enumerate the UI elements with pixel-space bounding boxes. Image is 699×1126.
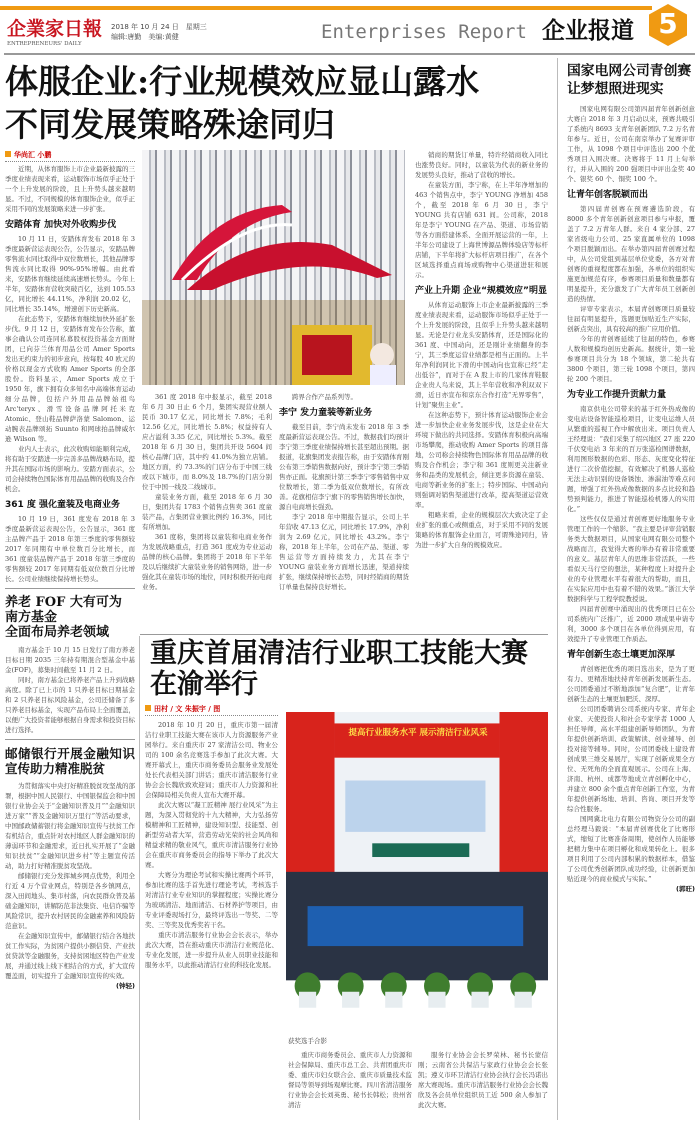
lead-headline-line2: 不同发展策略殊途同归 xyxy=(5,105,335,144)
issue-date: 2018 年 10 月 24 日 星期三 xyxy=(111,23,207,31)
column-divider xyxy=(557,58,558,1120)
section-title-english: Enterprises Report xyxy=(321,21,527,43)
psbc-body xyxy=(5,781,135,981)
paragraph: 李宁 2018 年中期报告显示，公司上半年营收 47.13 亿元，同比增长 17.9%，净利润为 2.69 亿元，同比增长 43.2%。李宁称，2018 年上半年，公司在产品、渠道、零售运营等方面持续发力，尤其在李宁 YOUNG 童装业务方面增长迅速，渠道持续扩张，继续保持增长态势，同时经销商的期货订单量也保持良好增长。 xyxy=(279,513,409,591)
cleaning-byline xyxy=(145,704,278,716)
paragraph: 评审专家表示，本届青创赛项目质量较往届有明显提升，选题更加贴近生产实际，创新点突出，具有较高的推广应用价值。 xyxy=(567,305,695,333)
cleaning-column-2 xyxy=(288,1050,412,1110)
paragraph: 在金融知识宣传中，邮储银行结合各地扶贫工作实际，为贫困户提供小额信贷、产业扶贫贷款等金融服务，支持贫困地区特色产业发展，并通过线上线下相结合的方式，扩大宣传覆盖面，切实提升了金融知识宣传的实效。 xyxy=(5,932,135,980)
pension-headline-line3: 全面布局养老领域 xyxy=(5,625,110,640)
paragraph: 童装业务方面，截至 2018 年 6 月 30 日，集团共有 1783 个销售点售卖 361 度童装产品，占集团营业额比例约 16.3%，同比有所增加。 xyxy=(142,493,272,531)
paragraph: 业内人士表示，此次收购如能顺利完成，将有助于安踏进一步完善多品牌战略布局，提升其在国际市场的影响力。安踏方面表示，公司会持续物色国际体育用品品牌的收购及合作机会。 xyxy=(5,445,135,493)
psbc-article xyxy=(5,746,135,991)
paragraph: 重庆市商务委员会、重庆市人力资源和社会保障局、重庆市总工会、共青团重庆市委、重庆市妇女联合会、重庆市质量技术监督局等领导到场观摩比赛。四川省清洁服务行业协会会长刘英勇、秘书长韩松；贵州省清洁 xyxy=(288,1051,412,1109)
sgcc-headline: 国家电网公司青创赛让梦想照进现实 xyxy=(567,63,692,97)
subheading: 为专业工作提升贡献力量 xyxy=(567,390,667,400)
cleaning-column-3 xyxy=(418,1050,548,1110)
psbc-headline: 邮储银行开展金融知识宣传助力精准脱贫 xyxy=(5,746,135,776)
pension-body xyxy=(5,645,135,735)
dateline xyxy=(111,22,207,42)
lead-photo-lining-store xyxy=(142,150,405,385)
paragraph: 南方基金于 10 月 15 日发行了南方养老目标日期 2035 三年持有期混合型基金中基金(FOF)，募集时间截至 11 月 2 日。 xyxy=(5,646,135,674)
lead-headline-line1: 体服企业:行业规模效应显山露水 xyxy=(5,62,480,101)
psbc-signature: (钟轻) xyxy=(116,982,135,990)
subheading: 安踏体育 加快对外收购步伐 xyxy=(5,220,117,230)
section-divider xyxy=(5,588,135,589)
paragraph: 国家电网有限公司第四届青年创新创意大赛自 2018 年 3 月启动以来，预赛共吸引了系统内 8693 支青年创新团队 7.2 万名青年参与。近日，公司在南京举办了复赛评审工作，从 1098 个项目中评选出 200 个优秀项目入围决赛。决赛将于 11 月上旬举行，并从入围的 200 强项目中评出金奖 40 个、银奖 60 个、铜奖 100 个。 xyxy=(567,105,695,183)
paragraph: 从体育运动服饰上市企业最新披露的三季度业绩表现来看，运动服饰市场似乎正处于一个上升发展的阶段，且似乎上升势头越来越明显。无论是行业龙头安踏体育，还是国际化的 361 度、中国动向，还是刚计业绩翻身的李宁，其三季度运营业绩都是相当正面的。上半年净利润同比下滑的中国动向也宣称已经“走出低谷”，而对于在 A 股上市的几家体育鞋服企业贵人鸟来说，其上半年营收和净利双双下滑，近日亦宣布和京东合作打造“无界零售”，计划“聚焦主业”。 xyxy=(415,301,548,409)
lead-column-1 xyxy=(5,164,135,584)
paragraph: 四届青创赛中涌现出的优秀项目已在公司系统内广泛推广，近 2000 项成果申请专利，3000 多个项目在各单位得到应用，有效提升了专业管理工作质态。 xyxy=(567,605,695,643)
paragraph: 这些仅仅是通过青创赛更好地服务专业管理工作的一个缩影。“我主要是评审营销服务类大数据项目，从国家电网有限公司整个战略而言，我觉得大赛的举办有着非常重要的意义。基层青年人的思维非常活跃，一些看似天马行空的想法，某种程度上对提升企业的专业管理水平有着很大的帮助，而且，在实际应用中也有着不错的效果。”浙江大学数据科学与工程学院教授说。 xyxy=(567,515,695,603)
pension-headline xyxy=(5,595,135,640)
paragraph: 同时，南方基金已将养老产品上升到战略高度。除了已上市的 1 只养老目标日期基金和 2 只养老目标风险基金，公司还储备了多只养老目标基金，实现产品布局上全面覆盖，以便广大投资者能够根据自身需求和投资目标进行选择。 xyxy=(5,676,135,734)
byline-text: 华尚汇 小鹏 xyxy=(14,151,52,159)
cleaning-competition-photo xyxy=(286,712,548,1034)
masthead-accent-bar xyxy=(0,6,652,10)
paragraph: 第四届青创赛在预赛遴选阶段，有 8000 多个青年创新创意项目参与申报，覆盖了 7.2 万青年人群。来自 4 家分部、27 家省级电力公司、25 家直属单位的 1098 个项目脱颖而出。在举办第四届青创赛过程中，从公司党组到基层单位党委，各方对青创赛的重视程度都在加强，各单位的组织实施更加规范有序，参赛项目质量和数量都有明显提升，充分激发了广大青年员工创新创造的热情。 xyxy=(567,205,695,303)
paragraph: 361 度 2018 年中报显示，截至 2018 年 6 月 30 日止 6 个月，集团实现营业额人民币 30.17 亿元，同比增长 7.8%；毛利 12.56 亿元，同比增长 5.8%；权益持有人应占溢利 3.35 亿元，同比增长 5.3%。截至 2018 年 6 月 30 日，集团共开设 5604 间核心品牌门店，其中约 41.0%为独立店铺。地区方面，约 73.3%的门店分布于中国三线或以下城市，而 8.0%及 18.7%的门店分别位于中国一线及二线城市。 xyxy=(142,393,272,491)
byline-marker-icon xyxy=(5,151,11,157)
subheading: 361 度 强化童装及电商业务 xyxy=(5,500,121,510)
subheading: 青年创新生态土壤更加深厚 xyxy=(567,650,676,660)
lead-column-4 xyxy=(415,150,548,550)
paragraph: 销商的期货订单量，特许经销商收入同比也涨势良好。同时，以童装为代表的新业务的发展势头良好，推动了营收的增长。 xyxy=(415,151,548,179)
lining-logo-illustration xyxy=(142,150,405,385)
award-ceremony-illustration xyxy=(286,712,548,1034)
paragraph: 青创赛把优秀的项目选出来，是为了更有力、更精准地扶持青年创新发展新生态。公司团委通过不断地添加“复合肥”，让青年创新生态的土壤更加肥沃、深厚。 xyxy=(567,665,695,703)
column-divider xyxy=(139,636,140,1120)
lead-column-3 xyxy=(279,392,409,592)
pension-fund-article xyxy=(5,595,135,735)
section-divider xyxy=(5,739,135,740)
pension-headline-line1: 养老 FOF 大有可为 xyxy=(5,595,122,610)
paragraph: 南京供电公司带来的基于红外热成像的变电站设备智能巡检项目，让变电运维人员从繁重的巡视工作中解放出来。项目负责人王经理说：“我们采集了绍兴地区 27 座 220 千伏变电站 3 年来的百万张巡检图谱数据，利用图形数据的色彩、形态、灰度变化特征进行二次价值挖掘，有效解决了机器人巡检无法主动识别的设备锈蚀、渗漏油等难点问题，增强了红外热成像数据的多点比较和趋势预判能力，推进了智能巡检机器人的实用化。” xyxy=(567,405,695,513)
newspaper-logo: 企業家日報 xyxy=(7,18,103,40)
paragraph: 跨界合作产品系列等。 xyxy=(292,393,357,401)
subheading: 产业上升期 企业“规模效应”明显 xyxy=(415,286,547,296)
sgcc-signature: (郭旺) xyxy=(676,885,695,893)
lead-byline xyxy=(5,150,135,162)
paragraph: 大赛分为理论考试和实操比赛两个环节，参加比赛的选手首先进行理论考试，考核选手对清洁行业专业知识的掌握程度；实操比赛分为玻璃清洁、地面清洁、石材养护等项目，由专业评委现场打分，最终评选出一等奖、二等奖、三等奖及优秀奖若干名。 xyxy=(145,871,278,929)
byline-marker-icon xyxy=(145,705,151,711)
sgcc-article-body xyxy=(567,104,695,894)
paragraph: 在童装方面，李宁称，在上半年净增加的 463 个销售点中，李宁 YOUNG 净增加 458 个，截至 2018 年 6 月 30 日，李宁 YOUNG 共有店铺 631 间。公司称，2018 年是李宁 YOUNG 在产品、渠道、市场营销等各方面搭建体系、全面开展运营的一年，上半年公司建设了上海世博源品牌体验店等标杆店铺，下半年将扩大标杆店项目推广，在各个区域选择重点商场或购物中心渠道进驻和展示。 xyxy=(415,181,548,279)
paragraph: 截至目前，李宁尚未发布 2018 年 3 季度最新营运表现公告。不过，数据我们均预计李宁第三季度业绩保持增长甚至超出预期。据报道，花旗集团发表报告称，由于安踏体育刚公布第三季销售数据向好，预计李宁第三季销售亦正面。花旗预计第三季李宁零售销售中双位数增长，第二季为低双位数增长，有所改善。花旗相信李宁旗下的零售销售增长加快，源自电商增长强劲。 xyxy=(279,423,409,511)
sgcc-body xyxy=(567,104,695,884)
lead-column-2 xyxy=(142,392,272,592)
paragraph: 公司团委聘请公司系统内专家、青年企业家、天使投资人和社会专家学者 1000 人担任导师，高水平组建创新导师团队，为青年提供创新培训、政策解读、创业辅导、创投对接等辅导。同时，公司团委线上建设青创成果三维交易展厅，实现了创新成果全方位、无死角的全面直观展示。公司在上海、济南、杭州、成都等地成立青创孵化中心，并建立 800 余个重点青年创新工作室，为青年提供创新场地、培训、咨询、项目开发等综合性服务。 xyxy=(567,705,695,813)
left-column-stack xyxy=(5,164,135,991)
paragraph: 10 月 11 日，安踏体育发布 2018 年 3 季度最新营运表现公告，公告显示，安踏品牌零售流水同比取得中双位数增长，其他品牌零售流水同比取得 90%-95%增幅。由此看来，安踏体育继续延续高速增长势头。今年上半年，安踏体育营收突破百亿，达到 105.53 亿，同比增长 44.11%，净利润 20.02 亿，同比增长 35.14%，增速创下历史新高。 xyxy=(5,235,135,313)
cleaning-headline: 重庆首届清洁行业职工技能大赛在渝举行 xyxy=(150,638,528,700)
subheading: 让青年创客脱颖而出 xyxy=(567,190,649,200)
photo-banner-text: 提高行业服务水平 展示清洁行业风采 xyxy=(348,728,488,738)
paragraph: 邮储银行充分发挥城乡网点优势，利用全行近 4 万个营业网点，特别是各乡镇网点，深入田间地头、集市村落，向农民群众普及基础金融知识，讲解防范非法集资、电信诈骗等风险常识，提升农村居民的金融素养和风险防范意识。 xyxy=(5,872,135,930)
cleaning-column-1 xyxy=(145,720,278,970)
paragraph: 今年的青创赛延续了往届的特色，参赛人数和规模均创历史新高。据统计，第一轮参赛项目共分为 18 个领域，第二轮共有 3800 个项目，第三轮 1098 个项目，第四轮 200 个项目。 xyxy=(567,335,695,383)
subheading: 李宁 发力童装等新业务 xyxy=(279,408,373,418)
paragraph: 此次大赛以“凝工匠精神 展行业风采”为主题，为深入贯彻党的十九大精神，大力弘扬劳模精神和工匠精神，建设知识型、技能型、创新型劳动者大军，营造劳动光荣的社会风尚和精益求精的敬业风气，重庆市清洁服务行业协会在重庆市商务委员会的指导下举办了此次大赛。 xyxy=(145,801,278,869)
paragraph: 在这种态势下，预计体育运动服饰企业会进一步加快企业业务发展步伐，这是企业在大环境下做出的共同选择。安踏体育积极向高端市场攀爬，推动收购 Amer Sports 的项目落地，公司称会持续物色国际体育用品品牌的收购及合作机会；李宁和 361 度则更关注新业务和品类的发展机会，倾注更多资源在童装、电商等新业务的扩张上；特步国际、中国动向则强调对销售渠道进行改革，提高渠道运营效率。 xyxy=(415,411,548,509)
section-title-chinese: 企业报道 xyxy=(542,18,634,44)
paragraph: 在此态势下，安踏体育继续加快外延扩张步伐。9 月 12 日，安踏体育发布公告称，董事会确认公司连同私募股权投资基金方面财团，已向芬兰体育用品公司 Amer Sports 发出无约束力的初步意向，按每股 40 欧元的价格以现金方式收购 Amer Sports 的全部股份。资料显示，Amer Sports 成立于 1950 年，旗下拥有众多知名中高端体育运动细分品牌，包括户外用品品牌始祖鸟 Arc'teryx、滑雪设备品牌阿托米克 Atomic、登山鞋品牌萨洛蒙 Salomon、运动腕表品牌颂拓 Suunto 和网球拍品牌威尔逊 Wilson 等。 xyxy=(5,315,135,443)
paragraph: 2018 年 10 月 20 日，重庆市第一届清洁行业职工技能大赛在该市人力资源服务产业园举行。来自重庆市 27 家清洁公司、物业公司的 100 余名竞赛选手参加了此次大赛。大赛开幕式上，重庆市商务委员会服务业发展处处长代表相关部门讲话；重庆市清洁服务行业协会会长魏欣致欢迎词；重庆市人力资源和社会保障局相关负责人宣布大赛开幕。 xyxy=(145,721,278,799)
paragraph: 粗略来看，企业的规模层次大致决定了企业扩张的重心或侧重点，对于采用不同的发展策略的体育服饰企业而言，可谓殊途同归，皆为进一步扩大自身的规模效应。 xyxy=(415,511,548,549)
paragraph: 10 月 19 日，361 度发布 2018 年 3 季度最新营运表现公告，公告显示，361 度主品牌产品于 2018 年第三季度的零售额较 2017 年同期有中单位数百分比增长，而 361 度童装品牌产品于 2018 年第三季度的零售额较 2017 年同期有低双位数百分比增长。公司业绩继续保持增长势头。 xyxy=(5,515,135,583)
lead-headline xyxy=(5,60,550,146)
paragraph: 国网冀北电力有限公司物资分公司的副总经理马毅说：“本届青创赛优化了比赛形式，缩短了比赛准备周期，使创作人员能够把精力集中在项目孵化和成果转化上。很多项目利用了公司内部积累的数据样本，借鉴了公司优秀创新团队成功经验，让创新更加贴近现今的商业模式与实际。” xyxy=(567,815,695,883)
paragraph: 近期，从体育服饰上市企业最新披露的三季度业绩表现来看，运动服饰市场似乎正处于一个上升发展的阶段，且上升势头越来越明显。不过，不同规模的体育服饰企业，似乎正采用不同的发展策略来进一步扩张。 xyxy=(5,165,135,213)
page-number: 5 xyxy=(658,7,678,40)
paragraph: 重庆市清洁服务行业协会会长表示，举办此次大赛，旨在推动重庆市清洁行业规范化、专业化发展，进一步提升从业人员职业技能和服务水平，以此推动清洁行业的科技化发展。 xyxy=(145,931,278,969)
newspaper-logo-english: ENTREPRENEURS' DAILY xyxy=(7,41,82,47)
editors: 编辑:唐勤 美编:黄健 xyxy=(111,33,179,41)
byline-text: 田村 / 文 朱振宇 / 图 xyxy=(154,705,221,713)
paragraph: 为贯彻落实中央打好精准脱贫攻坚战的部署，根据中国人民银行、中国银保监会和中国银行业协会关于“金融知识普及月”“金融知识进万家”“普及金融知识万里行”等活动要求，中国邮政储蓄银行将金融知识宣传与扶贫工作有机结合，重点针对农村地区人群金融知识的薄弱环节和金融需求，近日扎实开展了“金融知识扶贫”“金融知识进乡村”等主题宣传活动，助力打好精准脱贫攻坚战。 xyxy=(5,782,135,870)
masthead-divider xyxy=(4,53,695,55)
section-divider xyxy=(140,634,548,635)
pension-headline-line2: 南方基金 xyxy=(5,610,58,625)
paragraph: 361 度称，集团将以童装和电商业务作为发展战略重点，打造 361 度成为专业运动品牌的核心品牌。集团将于 2018 年下半年及以后继续扩大童装业务的销售网络，进一步强化其在童装市场的地位，同时积极开拓电商业务。 xyxy=(142,533,272,591)
photo-caption: 获奖选手合影 xyxy=(288,1037,327,1045)
paragraph: 服务行业协会会长罗荣林、秘书长蒙信刚；云南省公共保洁与家政行业协会会长张凯；遵义市环卫清洁行业协会执行会长冯诺出席大赛现场。重庆市清洁服务行业协会会长魏欣及各会员单位组织员工近 500 余人参加了此次大赛。 xyxy=(418,1051,548,1109)
